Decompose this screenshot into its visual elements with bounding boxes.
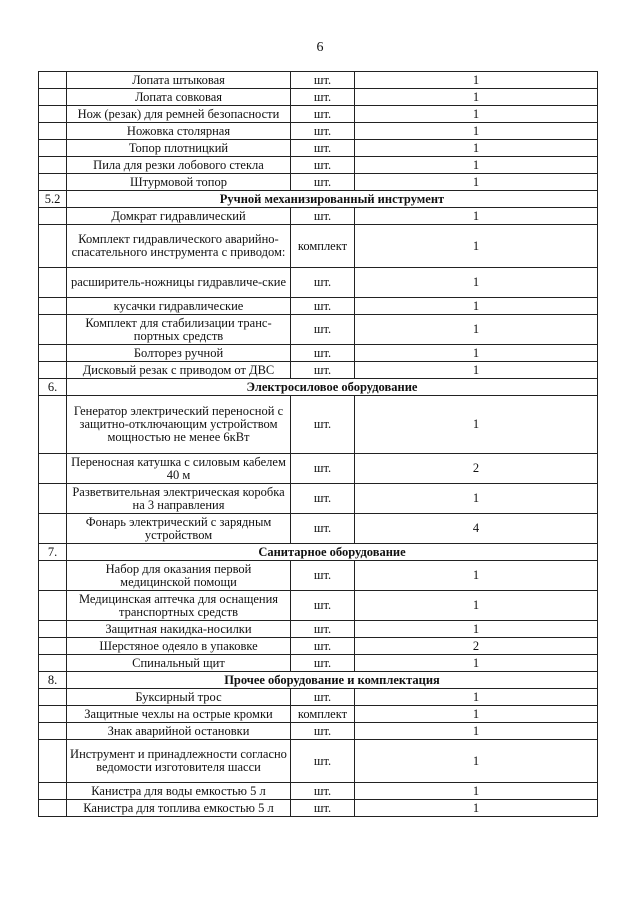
row-number bbox=[39, 514, 67, 544]
row-number bbox=[39, 174, 67, 191]
item-unit: шт. bbox=[291, 561, 355, 591]
item-unit: шт. bbox=[291, 655, 355, 672]
item-quantity: 1 bbox=[355, 174, 598, 191]
item-name: Шерстяное одеяло в упаковке bbox=[67, 638, 291, 655]
item-quantity: 1 bbox=[355, 208, 598, 225]
item-quantity: 1 bbox=[355, 740, 598, 783]
table-row bbox=[39, 298, 598, 315]
item-quantity: 1 bbox=[355, 484, 598, 514]
item-unit: шт. bbox=[291, 72, 355, 89]
item-quantity: 2 bbox=[355, 454, 598, 484]
row-number: 5.2 bbox=[39, 191, 67, 208]
table-row bbox=[39, 783, 598, 800]
table-row bbox=[39, 174, 598, 191]
row-number bbox=[39, 723, 67, 740]
table-row bbox=[39, 140, 598, 157]
row-number bbox=[39, 655, 67, 672]
item-name: Штурмовой топор bbox=[67, 174, 291, 191]
item-unit: шт. bbox=[291, 268, 355, 298]
table-row bbox=[39, 723, 598, 740]
row-number bbox=[39, 638, 67, 655]
item-name: кусачки гидравлические bbox=[67, 298, 291, 315]
row-number: 8. bbox=[39, 672, 67, 689]
item-name: Защитные чехлы на острые кромки bbox=[67, 706, 291, 723]
item-quantity: 1 bbox=[355, 706, 598, 723]
item-name: Лопата штыковая bbox=[67, 72, 291, 89]
table-row bbox=[39, 157, 598, 174]
item-name: Генератор электрический переносной с защитно-отключающим устройством мощностью не менее 6кВт bbox=[67, 396, 291, 454]
item-name: Нож (резак) для ремней безопасности bbox=[67, 106, 291, 123]
item-name: Спинальный щит bbox=[67, 655, 291, 672]
section-row bbox=[39, 191, 598, 208]
table-row bbox=[39, 72, 598, 89]
item-quantity: 1 bbox=[355, 655, 598, 672]
table-row bbox=[39, 225, 598, 268]
page-number: 6 bbox=[316, 40, 324, 55]
item-name: Пила для резки лобового стекла bbox=[67, 157, 291, 174]
item-quantity: 1 bbox=[355, 783, 598, 800]
row-number bbox=[39, 454, 67, 484]
item-unit: шт. bbox=[291, 514, 355, 544]
row-number bbox=[39, 689, 67, 706]
item-unit: шт. bbox=[291, 484, 355, 514]
item-quantity: 1 bbox=[355, 315, 598, 345]
item-name: Ножовка столярная bbox=[67, 123, 291, 140]
item-unit: шт. bbox=[291, 345, 355, 362]
equipment-table bbox=[38, 71, 598, 817]
table-row bbox=[39, 655, 598, 672]
section-title: Электросиловое оборудование bbox=[67, 379, 598, 396]
item-quantity: 4 bbox=[355, 514, 598, 544]
item-unit: шт. bbox=[291, 140, 355, 157]
item-quantity: 1 bbox=[355, 89, 598, 106]
item-quantity: 1 bbox=[355, 298, 598, 315]
row-number bbox=[39, 783, 67, 800]
item-name: Медицинская аптечка для оснащения транспортных средств bbox=[67, 591, 291, 621]
row-number bbox=[39, 225, 67, 268]
row-number: 6. bbox=[39, 379, 67, 396]
row-number bbox=[39, 315, 67, 345]
item-unit: шт. bbox=[291, 621, 355, 638]
item-quantity: 1 bbox=[355, 106, 598, 123]
row-number bbox=[39, 800, 67, 817]
item-name: Набор для оказания первой медицинской помощи bbox=[67, 561, 291, 591]
row-number bbox=[39, 140, 67, 157]
table-row bbox=[39, 689, 598, 706]
item-unit: шт. bbox=[291, 362, 355, 379]
table-row bbox=[39, 345, 598, 362]
row-number bbox=[39, 89, 67, 106]
item-unit: шт. bbox=[291, 689, 355, 706]
item-quantity: 1 bbox=[355, 345, 598, 362]
row-number bbox=[39, 268, 67, 298]
row-number bbox=[39, 591, 67, 621]
item-unit: комплект bbox=[291, 706, 355, 723]
section-row bbox=[39, 544, 598, 561]
table-row bbox=[39, 362, 598, 379]
row-number bbox=[39, 157, 67, 174]
item-quantity: 1 bbox=[355, 123, 598, 140]
item-unit: комплект bbox=[291, 225, 355, 268]
item-unit: шт. bbox=[291, 208, 355, 225]
table-row bbox=[39, 561, 598, 591]
table-row bbox=[39, 706, 598, 723]
item-name: расширитель-ножницы гидравличе-ские bbox=[67, 268, 291, 298]
table-row bbox=[39, 106, 598, 123]
table-row bbox=[39, 800, 598, 817]
item-quantity: 1 bbox=[355, 157, 598, 174]
item-name: Буксирный трос bbox=[67, 689, 291, 706]
row-number bbox=[39, 706, 67, 723]
row-number bbox=[39, 484, 67, 514]
table-row bbox=[39, 484, 598, 514]
item-name: Комплект для стабилизации транс-портных средств bbox=[67, 315, 291, 345]
table-row bbox=[39, 740, 598, 783]
item-quantity: 1 bbox=[355, 561, 598, 591]
row-number bbox=[39, 362, 67, 379]
item-name: Лопата совковая bbox=[67, 89, 291, 106]
row-number bbox=[39, 106, 67, 123]
table-row bbox=[39, 454, 598, 484]
item-unit: шт. bbox=[291, 591, 355, 621]
table-row bbox=[39, 208, 598, 225]
row-number bbox=[39, 740, 67, 783]
item-unit: шт. bbox=[291, 298, 355, 315]
item-name: Знак аварийной остановки bbox=[67, 723, 291, 740]
table-row bbox=[39, 514, 598, 544]
row-number bbox=[39, 298, 67, 315]
row-number bbox=[39, 396, 67, 454]
item-quantity: 1 bbox=[355, 362, 598, 379]
item-unit: шт. bbox=[291, 638, 355, 655]
item-quantity: 1 bbox=[355, 689, 598, 706]
row-number bbox=[39, 123, 67, 140]
item-name: Канистра для топлива емкостью 5 л bbox=[67, 800, 291, 817]
table-row bbox=[39, 621, 598, 638]
item-unit: шт. bbox=[291, 89, 355, 106]
item-unit: шт. bbox=[291, 740, 355, 783]
table-row bbox=[39, 591, 598, 621]
row-number bbox=[39, 621, 67, 638]
item-unit: шт. bbox=[291, 315, 355, 345]
item-quantity: 1 bbox=[355, 225, 598, 268]
table-row bbox=[39, 638, 598, 655]
item-name: Дисковый резак с приводом от ДВС bbox=[67, 362, 291, 379]
item-unit: шт. bbox=[291, 454, 355, 484]
section-title: Ручной механизированный инструмент bbox=[67, 191, 598, 208]
item-unit: шт. bbox=[291, 174, 355, 191]
item-name: Переносная катушка с силовым кабелем 40 м bbox=[67, 454, 291, 484]
table-row bbox=[39, 268, 598, 298]
item-unit: шт. bbox=[291, 123, 355, 140]
table-row bbox=[39, 315, 598, 345]
item-name: Канистра для воды емкостью 5 л bbox=[67, 783, 291, 800]
section-row bbox=[39, 379, 598, 396]
table-row bbox=[39, 396, 598, 454]
item-quantity: 1 bbox=[355, 72, 598, 89]
item-name: Домкрат гидравлический bbox=[67, 208, 291, 225]
row-number bbox=[39, 561, 67, 591]
item-name: Инструмент и принадлежности согласно ведомости изготовителя шасси bbox=[67, 740, 291, 783]
item-unit: шт. bbox=[291, 723, 355, 740]
item-quantity: 1 bbox=[355, 140, 598, 157]
item-unit: шт. bbox=[291, 157, 355, 174]
table-row bbox=[39, 89, 598, 106]
item-unit: шт. bbox=[291, 106, 355, 123]
row-number bbox=[39, 72, 67, 89]
table-row bbox=[39, 123, 598, 140]
row-number: 7. bbox=[39, 544, 67, 561]
item-name: Защитная накидка-носилки bbox=[67, 621, 291, 638]
item-quantity: 1 bbox=[355, 800, 598, 817]
row-number bbox=[39, 345, 67, 362]
item-unit: шт. bbox=[291, 800, 355, 817]
item-name: Топор плотницкий bbox=[67, 140, 291, 157]
row-number bbox=[39, 208, 67, 225]
item-quantity: 1 bbox=[355, 268, 598, 298]
section-row bbox=[39, 672, 598, 689]
item-name: Болторез ручной bbox=[67, 345, 291, 362]
item-quantity: 1 bbox=[355, 723, 598, 740]
item-quantity: 1 bbox=[355, 621, 598, 638]
item-quantity: 1 bbox=[355, 396, 598, 454]
item-unit: шт. bbox=[291, 396, 355, 454]
section-title: Санитарное оборудование bbox=[67, 544, 598, 561]
item-unit: шт. bbox=[291, 783, 355, 800]
item-name: Комплект гидравлического аварийно-спасательного инструмента с приводом: bbox=[67, 225, 291, 268]
item-quantity: 2 bbox=[355, 638, 598, 655]
section-title: Прочее оборудование и комплектация bbox=[67, 672, 598, 689]
item-name: Разветвительная электрическая коробка на 3 направления bbox=[67, 484, 291, 514]
item-name: Фонарь электрический с зарядным устройством bbox=[67, 514, 291, 544]
item-quantity: 1 bbox=[355, 591, 598, 621]
